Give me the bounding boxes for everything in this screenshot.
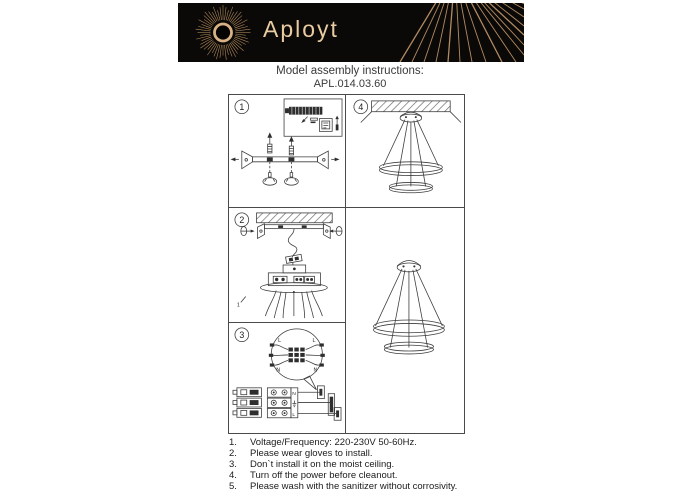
rays-decoration-icon — [314, 3, 524, 62]
step-4-number: 4 — [358, 102, 364, 113]
list-item — [229, 481, 479, 492]
ceiling-hatch — [257, 213, 333, 223]
list-item-number: 2. — [229, 448, 237, 459]
step-3-cell — [228, 322, 346, 434]
terminal-block-diagram — [233, 386, 341, 420]
power-cable — [286, 229, 303, 265]
list-item-text: Turn off the power before cleanout. — [250, 470, 398, 481]
lamp-canopy — [397, 261, 421, 272]
list-item — [229, 448, 479, 459]
list-item-text: Please wash with the sanitizer without corrosivity. — [250, 481, 458, 492]
list-item-number: 3. — [229, 459, 237, 470]
wire-label-n-left: N — [276, 367, 281, 374]
wire-label-l-left: L — [278, 338, 282, 345]
list-item-text: Please wear gloves to install. — [250, 448, 373, 459]
list-item-text: Don`t install it on the moist ceiling. — [250, 459, 395, 470]
ceiling-tick-right — [450, 112, 461, 123]
brand-banner — [178, 3, 524, 62]
step-2-cell — [228, 207, 346, 323]
step-1-number: 1 — [239, 102, 245, 113]
strip-label-l: L — [292, 412, 296, 418]
mounting-strip-detail — [285, 107, 322, 123]
step-2-number: 2 — [239, 215, 245, 226]
strip-label-n: N — [292, 392, 296, 398]
canopy-mounting-diagram — [229, 208, 345, 322]
earth-symbol-icon — [292, 401, 296, 407]
screw-detail-icon — [319, 116, 338, 132]
finished-lamp-cell — [345, 207, 465, 434]
suspension-cables — [265, 291, 322, 319]
brand-wordmark: Aployt — [263, 16, 339, 42]
part-1-label: 1 — [236, 302, 240, 309]
step-4-cell — [345, 94, 465, 208]
step-3-number: 3 — [239, 330, 245, 341]
wiring-diagram — [229, 323, 345, 433]
list-item-number: 4. — [229, 470, 237, 481]
inset-detail-box — [284, 99, 342, 136]
list-item-number: 5. — [229, 481, 237, 492]
list-item-text: Voltage/Frequency: 220-230V 50-60Hz. — [250, 437, 417, 448]
bracket-mounting-diagram — [229, 95, 345, 207]
hanging-lamp-diagram — [346, 95, 464, 207]
model-number: APL.014.03.60 — [313, 78, 387, 90]
wire-label-l-right: L — [312, 338, 316, 345]
suspension-wires — [376, 269, 443, 348]
finished-lamp-illustration — [346, 208, 464, 433]
list-item — [229, 459, 479, 470]
list-item — [229, 470, 479, 481]
canopy-assembly — [260, 265, 327, 293]
wire-label-n-right: N — [313, 367, 318, 374]
magnifier-callout — [269, 329, 325, 390]
page-title: Model assembly instructions: — [276, 65, 424, 77]
part-1-pointer — [241, 296, 246, 302]
step-1-cell — [228, 94, 346, 208]
suspension-wires — [383, 120, 438, 187]
sunburst-logo-icon — [186, 3, 260, 62]
bracket-with-anchors — [231, 132, 340, 185]
bracket-on-ceiling — [241, 224, 342, 239]
lamp-canopy — [400, 112, 422, 122]
safety-notes-list — [229, 437, 479, 492]
ceiling-hatch — [372, 101, 451, 112]
list-item-number: 1. — [229, 437, 237, 448]
list-item — [229, 437, 479, 448]
header-block — [0, 65, 700, 90]
